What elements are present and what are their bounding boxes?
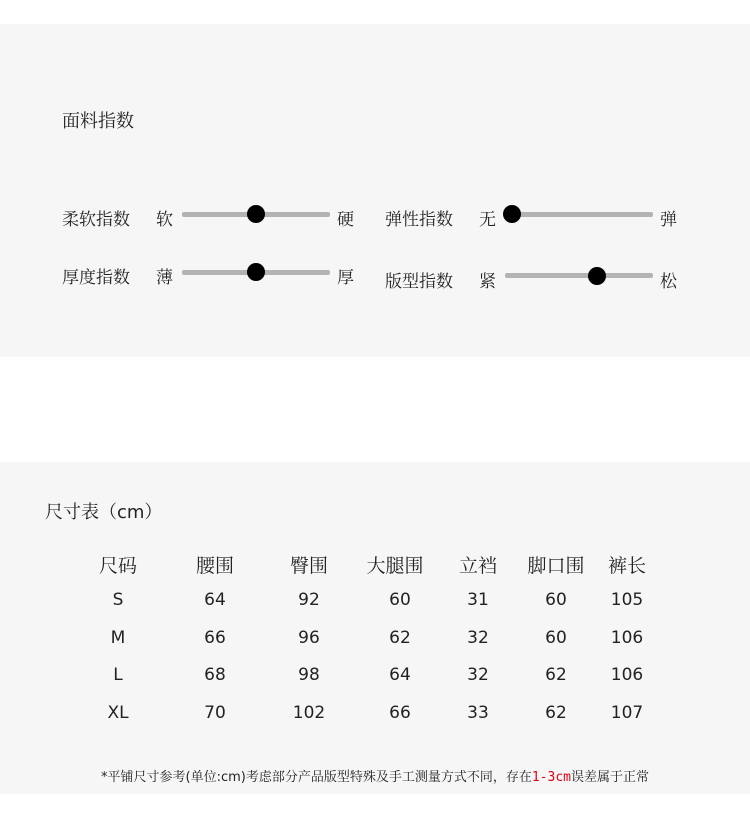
fit-high-label: 松 <box>660 272 677 292</box>
softness-scale-knob <box>247 205 265 223</box>
footnote-text: *平铺尺寸参考(单位:cm)考虑部分产品版型特殊及手工测量方式不同，存在 <box>101 770 532 785</box>
header-waist: 腰围 <box>195 555 235 577</box>
cell-length: 106 <box>610 665 644 685</box>
cell-waist: 64 <box>204 590 226 610</box>
cell-waist: 70 <box>204 703 226 723</box>
fit-scale-knob <box>588 267 606 285</box>
elasticity-scale-track <box>505 212 653 217</box>
size-chart-title: 尺寸表（cm） <box>45 502 163 523</box>
cell-rise: 33 <box>467 703 489 723</box>
cell-thigh: 64 <box>389 665 411 685</box>
cell-length: 107 <box>610 703 644 723</box>
cell-thigh: 60 <box>389 590 411 610</box>
cell-thigh: 62 <box>389 628 411 648</box>
cell-leg-opening: 60 <box>545 590 567 610</box>
fabric-index-panel <box>0 24 750 357</box>
fit-scale-track <box>505 273 653 278</box>
thickness-label: 厚度指数 <box>62 268 130 288</box>
footnote-tolerance: 1-3cm <box>531 770 571 785</box>
cell-leg-opening: 60 <box>545 628 567 648</box>
cell-rise: 32 <box>467 665 489 685</box>
cell-size: XL <box>107 703 129 723</box>
header-length: 裤长 <box>607 555 647 577</box>
cell-size: M <box>110 628 126 648</box>
fit-label: 版型指数 <box>385 272 453 292</box>
header-leg-opening: 脚口围 <box>527 555 585 577</box>
fabric-index-title: 面料指数 <box>62 111 134 132</box>
cell-hip: 98 <box>298 665 320 685</box>
cell-hip: 96 <box>298 628 320 648</box>
cell-thigh: 66 <box>389 703 411 723</box>
softness-low-label: 软 <box>156 210 173 230</box>
header-size: 尺码 <box>98 555 138 577</box>
cell-hip: 92 <box>298 590 320 610</box>
thickness-low-label: 薄 <box>156 268 173 288</box>
cell-size: L <box>113 665 123 685</box>
softness-high-label: 硬 <box>337 210 354 230</box>
softness-label: 柔软指数 <box>62 210 130 230</box>
header-hip: 臀围 <box>289 555 329 577</box>
elasticity-label: 弹性指数 <box>385 210 453 230</box>
cell-leg-opening: 62 <box>545 703 567 723</box>
cell-length: 106 <box>610 628 644 648</box>
cell-waist: 66 <box>204 628 226 648</box>
cell-hip: 102 <box>292 703 326 723</box>
header-thigh: 大腿围 <box>366 555 424 577</box>
header-rise: 立裆 <box>458 555 498 577</box>
cell-leg-opening: 62 <box>545 665 567 685</box>
cell-size: S <box>112 590 124 610</box>
cell-rise: 31 <box>467 590 489 610</box>
elasticity-high-label: 弹 <box>660 210 677 230</box>
elasticity-low-label: 无 <box>479 210 496 230</box>
thickness-high-label: 厚 <box>337 268 354 288</box>
footnote-text-end: 误差属于正常 <box>570 770 649 785</box>
fit-low-label: 紧 <box>479 272 496 292</box>
thickness-scale-knob <box>247 263 265 281</box>
cell-waist: 68 <box>204 665 226 685</box>
cell-length: 105 <box>610 590 644 610</box>
cell-rise: 32 <box>467 628 489 648</box>
measurement-footnote <box>0 766 750 785</box>
